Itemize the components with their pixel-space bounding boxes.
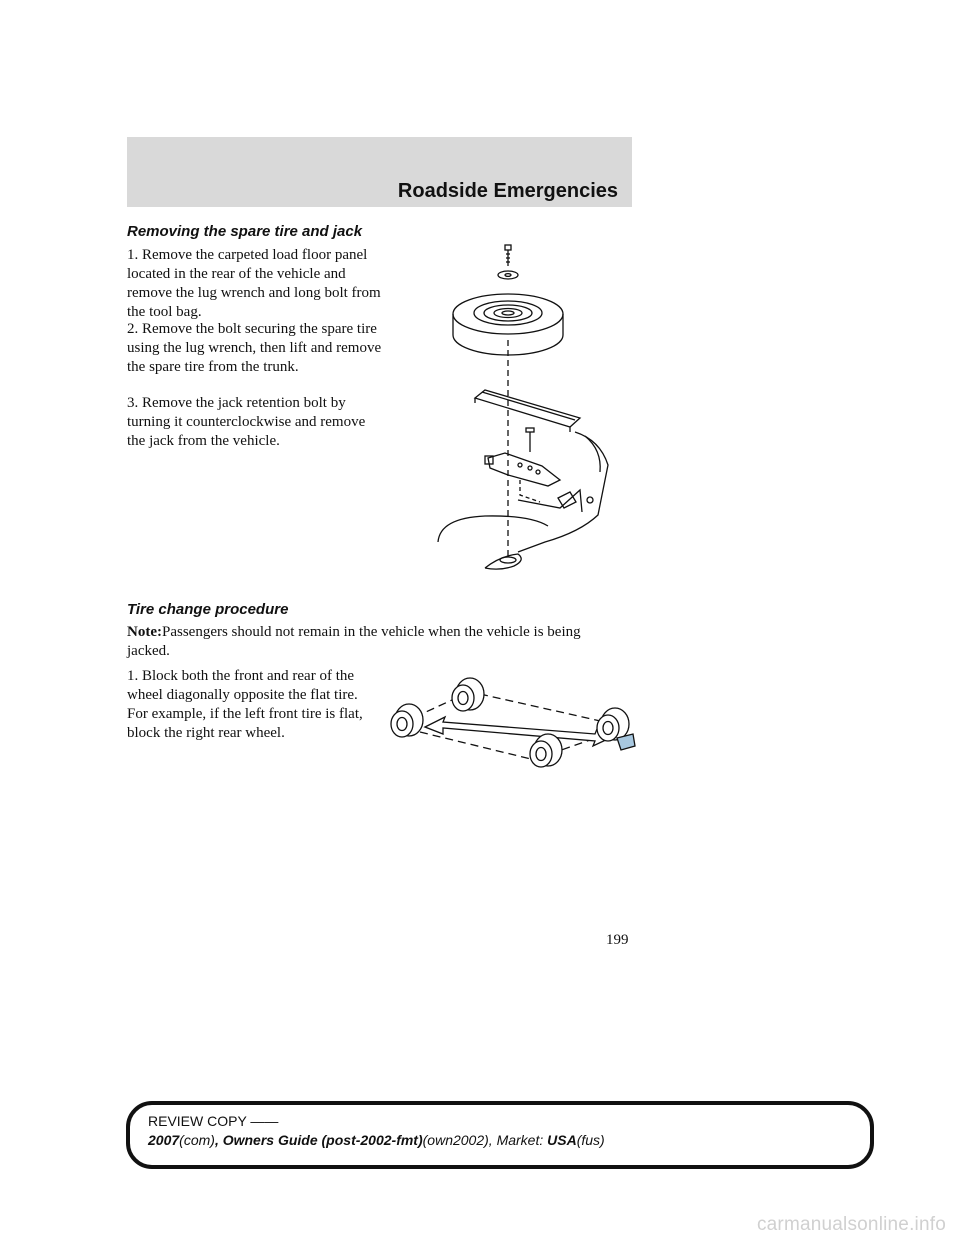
section-title: Roadside Emergencies (397, 180, 618, 202)
wheel-blocking-illustration (385, 672, 640, 782)
footer-line-2: 2007(com), Owners Guide (post-2002-fmt)(own2002), Market: USA(fus) (148, 1132, 605, 1148)
tire-step-1-paragraph: 1. Block both the front and rear of the wheel diagonally opposite the flat tire. For example, if the left front tire is flat, block the right rear wheel. (127, 668, 363, 741)
spare-tire-jack-illustration (430, 240, 630, 580)
heading-tire-change: Tire change procedure (127, 601, 289, 618)
step-1-paragraph: 1. Remove the carpeted load floor panel located in the rear of the vehicle and remove the lug wrench and long bolt from the tool bag. (127, 247, 381, 320)
footer-line-1: REVIEW COPY —— (148, 1113, 279, 1129)
heading-removing-spare: Removing the spare tire and jack (127, 223, 363, 240)
review-copy-footer (126, 1101, 874, 1169)
note-label: Note: (127, 624, 162, 640)
page-number: 199 (606, 932, 629, 948)
header-band (127, 137, 632, 207)
step-3-paragraph: 3. Remove the jack retention bolt by turning it counterclockwise and remove the jack from the vehicle. (127, 395, 366, 449)
watermark: carmanualsonline.info (756, 1214, 946, 1235)
step-2-paragraph: 2. Remove the bolt securing the spare tire using the lug wrench, then lift and remove the spare tire from the trunk. (127, 321, 382, 375)
note-paragraph (127, 623, 617, 661)
note-text: Passengers should not remain in the vehicle when the vehicle is being jacked. (127, 624, 581, 659)
